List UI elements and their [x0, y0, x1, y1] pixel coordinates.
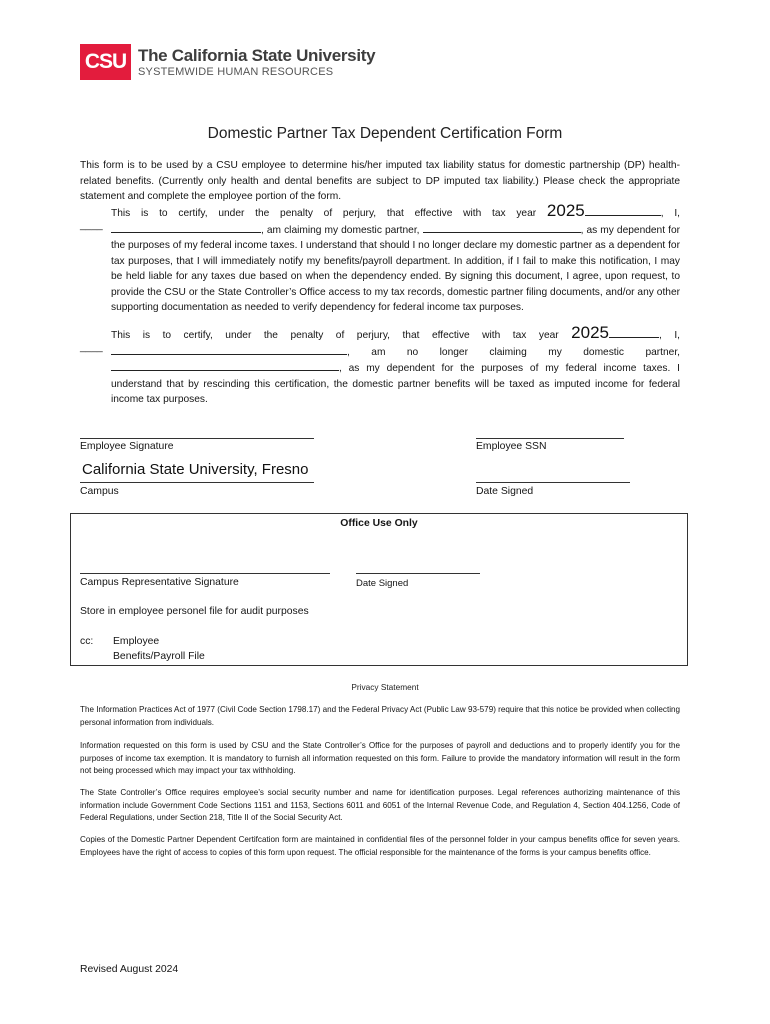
- option1-text-a: This is to certify, under the penalty of perjury, that effective with tax year: [111, 208, 537, 219]
- privacy-title: Privacy Statement: [351, 682, 419, 692]
- employee-signature-label: Employee Signature: [80, 441, 174, 452]
- org-subtitle: SYSTEMWIDE HUMAN RESOURCES: [138, 66, 334, 78]
- option2-statement: [111, 325, 680, 408]
- campus-label: Campus: [80, 486, 119, 497]
- rep-signature-label: Campus Representative Signature: [80, 577, 239, 588]
- store-note: Store in employee personel file for audit purposes: [80, 606, 309, 617]
- option2-year-blank[interactable]: [609, 327, 659, 338]
- privacy-p3-text: The State Controller’s Office requires employee’s social security number and name for identification purposes. Legal references authorizing maintenance of this information include Government Code Sections 1151 and 1153, Sections 6011 and 6051 of the Internal Revenue Code, and Regulation 4, Section 404.1256, Code of Federal Regulations, under Section 218, Title II of the Social Security Act.: [80, 788, 680, 822]
- option2-tax-year[interactable]: 2025: [571, 323, 609, 342]
- option2-text-a: This is to certify, under the penalty of perjury, that effective with tax year: [111, 330, 559, 341]
- option1-text-d: , as my dependent for the purposes of my federal income taxes. I understand that should I no longer declare my domestic partner as a dependent for tax purposes, that I will immediately notify my benefits/payroll department. In addition, if I fail to make this notification, I may be held liable for any taxes due based on when the dependency ended. By signing this document, I agree, upon request, to provide the CSU or the State Controller’s Office access to my tax records, domestic partner filing documents, and/or any other supporting documentation as needed to verify dependency for federal income tax purposes.: [111, 224, 680, 313]
- date-signed-line[interactable]: [476, 482, 630, 483]
- privacy-p2: [80, 740, 680, 778]
- rep-signature-line[interactable]: [80, 573, 330, 574]
- option2-text-b: , I,: [659, 330, 680, 341]
- option2-checkbox[interactable]: ____: [80, 342, 103, 353]
- option1-text-b: , I,: [660, 208, 680, 219]
- option1-text-c: am claiming my domestic partner,: [266, 224, 420, 236]
- office-date-label: Date Signed: [356, 578, 409, 589]
- office-use-title: Office Use Only: [340, 518, 418, 529]
- intro-text: This form is to be used by a CSU employee to determine his/her imputed tax liability status for domestic partnership (DP) health-related benefits. (Currently only health and dental benefits are subject to DP imputed tax liability.) Please check the appropriate statement and complete the employee portion of the form.: [80, 160, 680, 202]
- campus-line: [80, 482, 314, 483]
- option2-text-d: , as my dependent for the purposes of my federal income taxes. I understand that by rescinding this certification, the domestic partner benefits will be taxed as imputed income for federal income tax purposes.: [111, 363, 680, 405]
- privacy-p1: [80, 704, 680, 729]
- privacy-p4: [80, 834, 680, 859]
- privacy-p2-text: Information requested on this form is used by CSU and the State Controller’s Office for the purposes of payroll and deductions and to properly identify you for the purposes of income tax exemption. It is mandatory to furnish all information requested on this form. Failure to provide the mandatory information will result in the form not being processed which may impact your tax withholding.: [80, 741, 680, 775]
- intro-paragraph: [80, 158, 680, 205]
- option2-partner-name-field[interactable]: [111, 360, 339, 371]
- privacy-p3: [80, 787, 680, 825]
- option1-statement: This is to certify, under the penalty of perjury, that effective with tax year 2025 , I, , am claiming my domestic partner, , as my dependent for the purposes of my federal income taxes. I understand that should I no longer declare my domestic partner as a dependent for tax purposes, that I will immediately notify my benefits/payroll department. In addition, if I fail to make this notification, I may be held liable for any taxes due based on when the dependency ended. By signing this document, I agree, upon request, to provide the CSU or the State Controller’s Office access to my tax records, domestic partner filing documents, and/or any other supporting documentation as needed to verify dependency for federal income tax purposes.: [111, 201, 680, 313]
- csu-logo: CSU: [80, 44, 131, 80]
- option1-tax-year[interactable]: 2025: [546, 201, 585, 220]
- employee-ssn-line[interactable]: [476, 438, 624, 439]
- org-name: The California State University: [138, 46, 376, 65]
- option1-year-blank[interactable]: [585, 205, 661, 216]
- privacy-p4-text: Copies of the Domestic Partner Dependent Certifcation form are maintained in confidential files of the personnel folder in your campus benefits office for seven years. Employees have the right of access to copies of this form upon request. The official responsible for the maintenance of the forms is your campus benefits office.: [80, 835, 680, 857]
- employee-ssn-label: Employee SSN: [476, 441, 547, 452]
- employee-signature-line[interactable]: [80, 438, 314, 439]
- revised-date: Revised August 2024: [80, 964, 179, 975]
- office-use-box: [70, 513, 688, 666]
- privacy-p1-text: The Information Practices Act of 1977 (Civil Code Section 1798.17) and the Federal Privacy Act (Public Law 93-579) require that this notice be provided when collecting personal information from individuals.: [80, 705, 680, 727]
- option1-employee-name-field[interactable]: [111, 222, 261, 233]
- option1-checkbox[interactable]: ____: [80, 220, 103, 231]
- cc-label: cc:: [80, 636, 94, 647]
- option1-partner-name-field[interactable]: [423, 222, 581, 233]
- option2-text-c: , am no longer claiming my domestic partner,: [347, 346, 680, 358]
- date-signed-label: Date Signed: [476, 486, 534, 497]
- cc-benefits-payroll: Benefits/Payroll File: [113, 651, 205, 662]
- office-date-line[interactable]: [356, 573, 480, 574]
- option2-employee-name-field[interactable]: [111, 344, 347, 355]
- form-title: Domestic Partner Tax Dependent Certification Form: [207, 125, 563, 142]
- campus-field[interactable]: California State University, Fresno: [82, 461, 309, 478]
- cc-employee: Employee: [113, 636, 160, 647]
